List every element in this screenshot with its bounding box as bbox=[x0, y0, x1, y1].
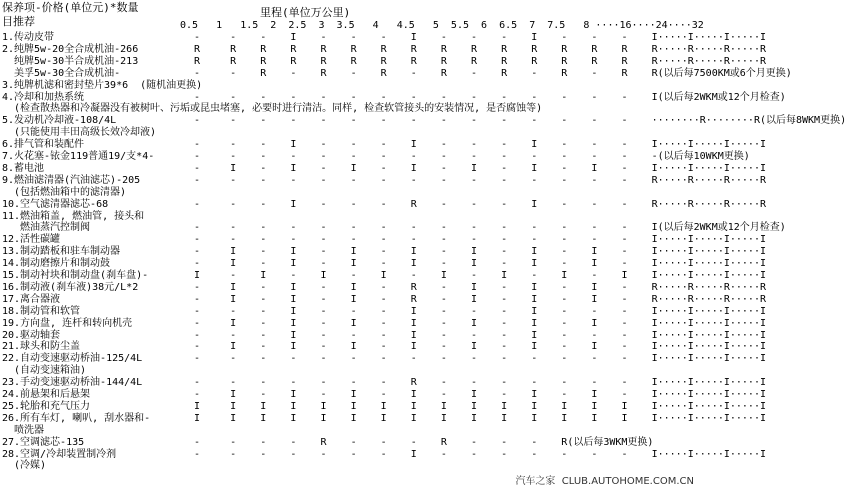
row-label: 1.传动皮带 bbox=[2, 32, 55, 43]
row-marks: - - - - - - - - - - - - - - - I(以后每2WKM或12个月检查) bbox=[182, 91, 786, 103]
mileage-label: 里程(单位万公里) bbox=[260, 6, 351, 19]
row-marks: - - - - - - - - - - - - - - - I·····I·····I·····I bbox=[182, 353, 766, 365]
row-marks: - I - I - I - R - I - I - I - R·····R·····R·····R bbox=[182, 293, 766, 305]
row-label: 15.制动衬块和制动盘(刹车盘)- bbox=[2, 270, 149, 281]
row-label: 6.排气管和装配件 bbox=[2, 139, 85, 151]
row-label: 3.纯牌机滤和密封垫片39*6 (随机油更换) bbox=[2, 79, 203, 91]
row-marks: - I - I - I - I - I - I - I - I·····I·····I·····I bbox=[182, 162, 766, 174]
row-label: 燃油蒸汽控制阀 bbox=[2, 222, 91, 234]
header-left-label: 保养项-价格(单位元)*数量 bbox=[2, 1, 139, 14]
row-marks: - - - I - - - I - - - I - - - I·····I·····I·····I bbox=[182, 32, 766, 43]
row-label: 14.制动磨擦片和制动鼓 bbox=[2, 258, 111, 270]
row-label: 12.活性碳罐 bbox=[2, 234, 61, 246]
row-label: (检查散热器和冷凝器没有被树叶、污垢或昆虫堵塞, 必要时进行清洁。同样, 检查软管接头的安装情况, 是否腐蚀等) bbox=[2, 103, 543, 115]
row-label: (只能使用丰田高级长效冷却液) bbox=[2, 127, 157, 139]
mileage-ticks: 0.5 1 1.5 2 2.5 3 3.5 4 4.5 5 5.5 6 6.5 7 7.5 8 ····16····24····32 bbox=[180, 20, 704, 31]
row-marks: - - - I - - - I - - - I - - - I·····I·····I·····I bbox=[182, 329, 766, 341]
row-marks: - I - I - I - I - I - I - I - I·····I·····I·····I bbox=[182, 258, 766, 270]
row-label: 20.驱动轴套 bbox=[2, 329, 61, 341]
row-label: 22.自动变速驱动桥油-125/4L bbox=[2, 353, 143, 365]
row-label: (冷媒) bbox=[2, 460, 47, 472]
row-label: 18.制动管和软管 bbox=[2, 305, 81, 317]
row-label: 喷洗器 bbox=[2, 424, 45, 436]
row-marks: - - - - - - - - - - - - - - - I(以后每2WKM或12个月检查) bbox=[182, 222, 786, 234]
row-label: (包括燃油箱中的滤清器) bbox=[2, 186, 127, 198]
row-marks: - - - - - - - R - - - - - - - I·····I·····I·····I bbox=[182, 377, 766, 389]
row-marks: R R R R R R R R R R R R R R R R·····R·····R·····R bbox=[182, 43, 766, 55]
row-label: 11.燃油箱盖, 燃油管, 接头和 bbox=[2, 210, 145, 222]
row-marks: I - I - I - I - I - I - I - I I·····I·····I·····I bbox=[182, 270, 766, 281]
row-marks: - - - - - - - I - - - - - - - I·····I·····I·····I bbox=[182, 448, 766, 460]
row-marks: - - - I - - - I - - - I - - - I·····I·····I·····I bbox=[182, 139, 766, 151]
recommend-label: 目推荐 bbox=[2, 15, 35, 28]
row-marks: I I I I I I I I I I I I I I I I·····I·····I·····I bbox=[182, 412, 766, 424]
row-label: 2.纯牌5w-20全合成机油-266 bbox=[2, 43, 139, 55]
row-marks: - - - I - - - R - - - I - - - R·····R·····R·····R bbox=[182, 198, 766, 210]
row-marks: - - - - - - - - - - - - - - - R·····R·····R·····R bbox=[182, 174, 766, 186]
row-label: 13.制动踏板和驻车制动器 bbox=[2, 246, 121, 258]
watermark: 汽车之家 CLUB.AUTOHOME.COM.CN bbox=[515, 476, 694, 487]
row-label: 25.轮胎和充气压力 bbox=[2, 400, 91, 412]
row-marks: - - - - - - - - - - - - - - - ········R········R(以后每8WKM更换) bbox=[182, 115, 846, 127]
row-label: 21.球头和防尘盖 bbox=[2, 341, 81, 353]
row-marks: - - - - - - - - - - - - - - - I·····I·····I·····I bbox=[182, 234, 766, 246]
row-label: 26.所有车灯, 喇叭, 刮水器和- bbox=[2, 412, 151, 424]
row-marks: - - - I - - - I - - - I - - - I·····I·····I·····I bbox=[182, 305, 766, 317]
row-label: 23.手动变速驱动桥油-144/4L bbox=[2, 377, 143, 389]
row-marks: - I - I - I - I - I - I - I - I·····I·····I·····I bbox=[182, 246, 766, 258]
row-label: 5.发动机冷却液-108/4L bbox=[2, 115, 117, 127]
row-marks: - I - I - I - I - I - I - I - I·····I·····I·····I bbox=[182, 317, 766, 329]
row-label: 8.蓄电池 bbox=[2, 162, 45, 174]
row-marks: - I - I - I - R - I - I - I - R·····R·····R·····R bbox=[182, 281, 766, 293]
row-marks: - I - I - I - I - I - I - I - I·····I·····I·····I bbox=[182, 341, 766, 353]
row-label: 4.冷却和加热系统 bbox=[2, 91, 85, 103]
row-marks: R R R R R R R R R R R R R R R R·····R·····R·····R bbox=[182, 55, 766, 67]
row-marks: - I - I - I - I - I - I - I - I·····I·····I·····I bbox=[182, 389, 766, 400]
row-label: 纯牌5w-30半合成机油-213 bbox=[2, 55, 139, 67]
row-marks: I I I I I I I I I I I I I I I I·····I·····I·····I bbox=[182, 400, 766, 412]
row-label: 7.火花塞-铱金119普通19/支*4- bbox=[2, 151, 155, 162]
row-label: 9.燃油滤清器(汽油滤芯)-205 bbox=[2, 174, 141, 186]
row-marks: - - - - R - - - R - - - R(以后每3WKM更换) bbox=[182, 436, 654, 448]
row-label: 10.空气滤清器滤芯-68 bbox=[2, 198, 109, 210]
row-label: 27.空调滤芯-135 bbox=[2, 436, 85, 448]
row-label: 28.空调/冷却装置制冷剂 bbox=[2, 448, 117, 460]
row-label: 16.制动液(刹车液)38元/L*2 bbox=[2, 281, 139, 293]
row-marks: - - - - - - - - - - - - - - - -(以后每10WKM更换) bbox=[182, 151, 750, 162]
row-label: 美孚5w-30全合成机油- bbox=[2, 67, 121, 79]
row-marks: - - R - R - R - R - R - R - R R(以后每7500KM或6个月更换) bbox=[182, 67, 792, 79]
row-label: 17.离合器液 bbox=[2, 293, 61, 305]
row-label: 24.前悬架和后悬架 bbox=[2, 389, 91, 400]
row-label: (自动变速箱油) bbox=[2, 365, 87, 377]
row-label: 19.方向盘, 连杆和转向机壳 bbox=[2, 317, 133, 329]
